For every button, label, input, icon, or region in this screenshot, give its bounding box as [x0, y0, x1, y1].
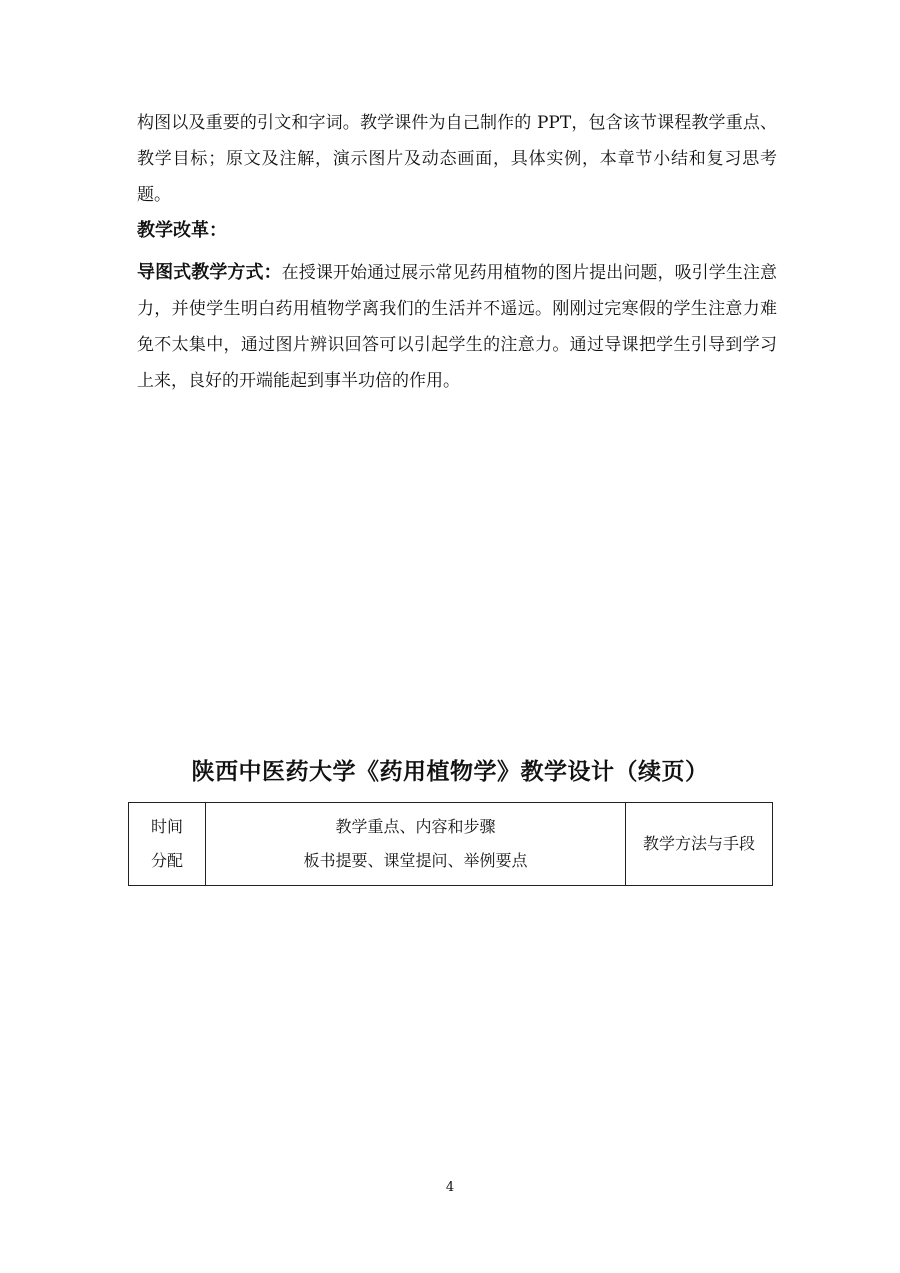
page-title: 陕西中医药大学《药用植物学》教学设计（续页）: [191, 759, 709, 785]
table-cell-methods: 教学方法与手段: [626, 803, 773, 886]
paragraph-mindmap-teaching: [137, 255, 777, 399]
table-cell-line: 分配: [150, 851, 183, 870]
table-cell-line: 教学重点、内容和步骤: [335, 817, 496, 836]
paragraph-course-materials: 构图以及重要的引文和字词。教学课件为自己制作的 PPT，包含该节课程教学重点、教学目标；原文及注解，演示图片及动态画面，具体实例，本章节小结和复习思考题。: [137, 113, 777, 205]
heading-teaching-reform: 教学改革：: [137, 220, 227, 241]
table-cell-time-allocation: [129, 803, 206, 886]
paragraph-mindmap-text: 在授课开始通过展示常见药用植物的图片提出问题，吸引学生注意力，并使学生明白药用植物学离我们的生活并不遥远。刚刚过完寒假的学生注意力难免不太集中，通过图片辨识回答可以引起学生的注意力。通过导课把学生引导到学习上来，良好的开端能起到事半功倍的作用。: [137, 263, 778, 391]
table-cell-line: 时间: [150, 817, 183, 836]
table-cell-line: 板书提要、课堂提问、举例要点: [303, 851, 528, 870]
paragraph-lead-label: 导图式教学方式：: [137, 262, 282, 283]
page-number: 4: [445, 1180, 455, 1195]
table-cell-content-steps: [206, 803, 626, 886]
design-table: [128, 802, 773, 886]
table-row: [129, 803, 773, 886]
